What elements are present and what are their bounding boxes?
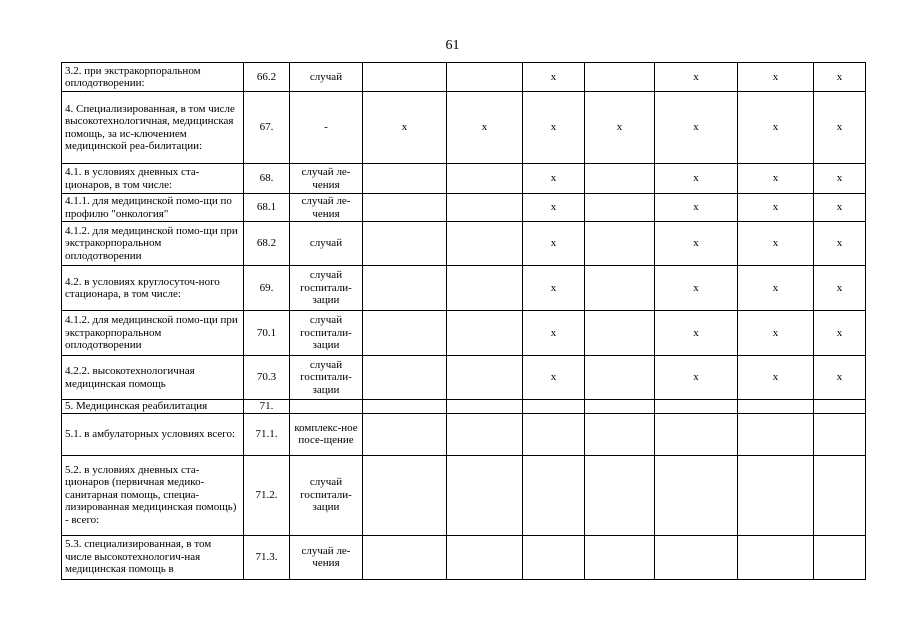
table-row [62, 194, 866, 222]
value-cell: x [738, 222, 814, 266]
value-cell: x [814, 356, 866, 400]
value-cell: x [523, 311, 585, 356]
table-row [62, 222, 866, 266]
value-cell: x [655, 194, 738, 222]
row-description: 5.1. в амбулаторных условиях всего: [62, 413, 244, 455]
row-unit: - [290, 92, 363, 164]
value-cell: x [523, 222, 585, 266]
value-cell: x [814, 266, 866, 311]
value-cell [585, 164, 655, 194]
value-cell: x [738, 194, 814, 222]
value-cell: x [814, 164, 866, 194]
value-cell: x [655, 92, 738, 164]
value-cell [814, 455, 866, 535]
table-row [62, 413, 866, 455]
value-cell: x [814, 222, 866, 266]
page-number: 61 [445, 38, 460, 53]
value-cell: x [814, 63, 866, 92]
value-cell [738, 535, 814, 579]
value-cell [363, 266, 447, 311]
row-description: 4.1.2. для медицинской помо-щи при экстракорпоральном оплодотворении [62, 222, 244, 266]
value-cell: x [655, 164, 738, 194]
row-description: 4.2.2. высокотехнологичная медицинская помощь [62, 356, 244, 400]
value-cell: x [738, 92, 814, 164]
value-cell [363, 455, 447, 535]
medical-care-table [61, 62, 866, 580]
value-cell [814, 535, 866, 579]
value-cell: x [523, 266, 585, 311]
value-cell: x [738, 63, 814, 92]
value-cell [585, 311, 655, 356]
row-description: 4. Специализированная, в том числе высокотехнологичная, медицинская помощь, за ис-ключением медицинской реа-билитации: [62, 92, 244, 164]
value-cell [363, 535, 447, 579]
row-unit: комплекс-ное посе-щение [290, 413, 363, 455]
table-row [62, 63, 866, 92]
value-cell [447, 413, 523, 455]
value-cell: x [523, 194, 585, 222]
table-row [62, 535, 866, 579]
value-cell: x [447, 92, 523, 164]
value-cell [585, 455, 655, 535]
value-cell: x [738, 164, 814, 194]
row-unit: случай ле-чения [290, 194, 363, 222]
row-unit: случай госпитали-зации [290, 311, 363, 356]
value-cell [363, 164, 447, 194]
value-cell: x [523, 92, 585, 164]
row-code: 69. [244, 266, 290, 311]
value-cell: x [814, 92, 866, 164]
row-unit: случай ле-чения [290, 164, 363, 194]
row-unit [290, 400, 363, 414]
value-cell [655, 535, 738, 579]
value-cell: x [363, 92, 447, 164]
row-description: 4.1.1. для медицинской помо-щи по профилю "онкология" [62, 194, 244, 222]
value-cell [363, 400, 447, 414]
value-cell: x [738, 311, 814, 356]
value-cell [447, 400, 523, 414]
value-cell [738, 400, 814, 414]
value-cell [363, 413, 447, 455]
value-cell [655, 400, 738, 414]
value-cell: x [655, 311, 738, 356]
row-code: 70.1 [244, 311, 290, 356]
value-cell [585, 266, 655, 311]
row-code: 68.1 [244, 194, 290, 222]
table-row [62, 266, 866, 311]
row-description: 5.2. в условиях дневных ста-ционаров (первичная медико-санитарная помощь, специа-лизированная медицинская помощь) - всего: [62, 455, 244, 535]
table-row [62, 455, 866, 535]
table-row [62, 311, 866, 356]
table-row [62, 92, 866, 164]
value-cell [447, 164, 523, 194]
row-unit: случай госпитали-зации [290, 455, 363, 535]
row-description: 3.2. при экстракорпоральном оплодотворении: [62, 63, 244, 92]
value-cell [814, 413, 866, 455]
value-cell [655, 413, 738, 455]
value-cell [363, 194, 447, 222]
value-cell [363, 311, 447, 356]
value-cell [585, 535, 655, 579]
row-unit: случай ле-чения [290, 535, 363, 579]
value-cell [523, 413, 585, 455]
row-description: 4.1.2. для медицинской помо-щи при экстракорпоральном оплодотворении [62, 311, 244, 356]
value-cell: x [655, 63, 738, 92]
value-cell: x [738, 266, 814, 311]
value-cell [447, 194, 523, 222]
value-cell [585, 194, 655, 222]
value-cell [363, 63, 447, 92]
row-code: 66.2 [244, 63, 290, 92]
row-code: 71.1. [244, 413, 290, 455]
value-cell [447, 266, 523, 311]
value-cell [814, 400, 866, 414]
row-code: 67. [244, 92, 290, 164]
row-unit: случай [290, 222, 363, 266]
row-description: 5.3. специализированная, в том числе высокотехнологич-ная медицинская помощь в [62, 535, 244, 579]
value-cell [363, 356, 447, 400]
value-cell [447, 535, 523, 579]
row-code: 68. [244, 164, 290, 194]
table-row [62, 400, 866, 414]
row-code: 68.2 [244, 222, 290, 266]
row-code: 71.3. [244, 535, 290, 579]
row-code: 71.2. [244, 455, 290, 535]
value-cell: x [523, 356, 585, 400]
value-cell [447, 222, 523, 266]
value-cell [523, 455, 585, 535]
value-cell [363, 222, 447, 266]
value-cell [738, 455, 814, 535]
value-cell [447, 455, 523, 535]
value-cell: x [523, 63, 585, 92]
value-cell [447, 63, 523, 92]
value-cell: x [655, 266, 738, 311]
value-cell [585, 63, 655, 92]
value-cell [447, 356, 523, 400]
value-cell: x [655, 356, 738, 400]
row-description: 5. Медицинская реабилитация [62, 400, 244, 414]
value-cell [523, 535, 585, 579]
row-description: 4.2. в условиях круглосуточ-ного стационара, в том числе: [62, 266, 244, 311]
value-cell: x [655, 222, 738, 266]
value-cell: x [814, 311, 866, 356]
value-cell [738, 413, 814, 455]
value-cell [655, 455, 738, 535]
value-cell: x [814, 194, 866, 222]
value-cell [585, 413, 655, 455]
row-code: 70.3 [244, 356, 290, 400]
row-unit: случай госпитали-зации [290, 266, 363, 311]
row-unit: случай госпитали-зации [290, 356, 363, 400]
row-code: 71. [244, 400, 290, 414]
row-unit: случай [290, 63, 363, 92]
value-cell: x [523, 164, 585, 194]
value-cell [585, 222, 655, 266]
value-cell [447, 311, 523, 356]
row-description: 4.1. в условиях дневных ста-ционаров, в том числе: [62, 164, 244, 194]
value-cell [585, 400, 655, 414]
table-row [62, 356, 866, 400]
value-cell: x [585, 92, 655, 164]
table-row [62, 164, 866, 194]
value-cell [585, 356, 655, 400]
value-cell [523, 400, 585, 414]
value-cell: x [738, 356, 814, 400]
